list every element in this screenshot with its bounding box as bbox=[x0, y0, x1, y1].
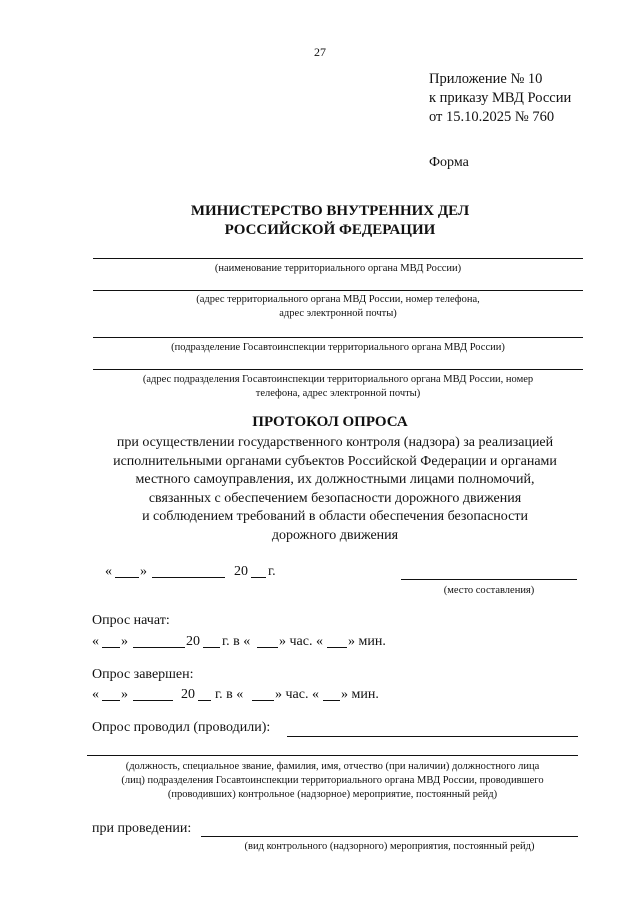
subdivision-address-line[interactable] bbox=[93, 369, 583, 370]
start-close-quote: » bbox=[121, 634, 128, 649]
during-line[interactable] bbox=[201, 836, 578, 837]
conducted-by-line-2[interactable] bbox=[87, 755, 578, 756]
ministry-line-2: РОССИЙСКОЙ ФЕДЕРАЦИИ bbox=[224, 222, 436, 238]
org-address-caption-1: (адрес территориального органа МВД России, номер телефона, bbox=[196, 294, 480, 305]
conducted-by-line[interactable] bbox=[287, 736, 578, 737]
date-year-suffix: г. bbox=[268, 564, 276, 579]
end-g-v: г. в « bbox=[215, 687, 244, 702]
end-day-blank[interactable] bbox=[102, 700, 120, 701]
date-month-blank[interactable] bbox=[152, 577, 225, 578]
start-year-blank[interactable] bbox=[203, 647, 220, 648]
start-day-blank[interactable] bbox=[102, 647, 120, 648]
subdivision-address-caption-2: телефона, адрес электронной почты) bbox=[255, 388, 421, 399]
protocol-subtitle bbox=[0, 434, 640, 546]
start-g-v: г. в « bbox=[222, 634, 251, 649]
appendix-line-2: к приказу МВД России bbox=[429, 90, 572, 106]
during-label: при проведении: bbox=[92, 821, 192, 836]
start-hour: » час. « bbox=[279, 634, 323, 649]
end-close-quote: » bbox=[121, 687, 128, 702]
date-year-prefix: 20 bbox=[234, 564, 248, 579]
end-label: Опрос завершен: bbox=[92, 667, 194, 682]
protocol-line: связанных с обеспечением безопасности дорожного движения bbox=[148, 490, 522, 506]
org-address-caption-2: адрес электронной почты) bbox=[279, 308, 397, 319]
event-type-caption: (вид контрольного (надзорного) мероприятия, постоянный рейд) bbox=[244, 841, 535, 852]
end-minute: » мин. bbox=[341, 687, 379, 702]
org-name-line[interactable] bbox=[93, 258, 583, 259]
end-month-blank[interactable] bbox=[133, 700, 173, 701]
start-minute-blank[interactable] bbox=[327, 647, 347, 648]
page-number: 27 bbox=[314, 45, 326, 59]
start-month-blank[interactable] bbox=[133, 647, 185, 648]
end-year-prefix: 20 bbox=[181, 687, 195, 702]
appendix-line-3: от 15.10.2025 № 760 bbox=[429, 109, 555, 125]
date-close-quote: » bbox=[140, 564, 147, 579]
end-open-quote: « bbox=[92, 687, 99, 702]
subdivision-line[interactable] bbox=[93, 337, 583, 338]
date-day-blank[interactable] bbox=[115, 577, 139, 578]
conductor-caption-1: (должность, специальное звание, фамилия, имя, отчество (при наличии) должностного лица bbox=[125, 761, 540, 772]
protocol-title: ПРОТОКОЛ ОПРОСА bbox=[252, 414, 408, 430]
end-minute-blank[interactable] bbox=[323, 700, 340, 701]
start-minute: » мин. bbox=[348, 634, 386, 649]
org-address-line[interactable] bbox=[93, 290, 583, 291]
conductor-caption-2: (лиц) подразделения Госавтоинспекции территориального органа МВД России, проводившего bbox=[121, 775, 544, 786]
appendix-block bbox=[429, 70, 571, 127]
protocol-line: дорожного движения bbox=[271, 527, 399, 543]
end-hour-blank[interactable] bbox=[252, 700, 274, 701]
subdivision-caption: (подразделение Госавтоинспекции территориального органа МВД России) bbox=[171, 342, 505, 353]
protocol-line: при осуществлении государственного контроля (надзора) за реализацией bbox=[116, 435, 554, 450]
conducted-by-label: Опрос проводил (проводили): bbox=[92, 720, 271, 735]
place-line[interactable] bbox=[401, 579, 577, 580]
ministry-header bbox=[0, 202, 640, 240]
end-hour: » час. « bbox=[275, 687, 319, 702]
protocol-line: исполнительными органами субъектов Российской Федерации и органами bbox=[113, 453, 557, 469]
start-year-prefix: 20 bbox=[186, 634, 200, 649]
date-year-blank[interactable] bbox=[251, 577, 266, 578]
ministry-line-1: МИНИСТЕРСТВО ВНУТРЕННИХ ДЕЛ bbox=[190, 203, 470, 219]
form-label: Форма bbox=[429, 155, 469, 170]
place-caption: (место составления) bbox=[443, 585, 535, 596]
appendix-line-1: Приложение № 10 bbox=[429, 71, 543, 87]
end-year-blank[interactable] bbox=[198, 700, 211, 701]
start-label: Опрос начат: bbox=[92, 613, 170, 628]
conductor-caption-3: (проводивших) контрольное (надзорное) мероприятие, постоянный рейд) bbox=[167, 789, 498, 800]
protocol-line: местного самоуправления, их должностными лицами полномочий, bbox=[135, 472, 535, 488]
start-hour-blank[interactable] bbox=[257, 647, 278, 648]
date-open-quote: « bbox=[105, 564, 112, 579]
protocol-line: и соблюдением требований в области обеспечения безопасности bbox=[142, 509, 528, 525]
start-open-quote: « bbox=[92, 634, 99, 649]
subdivision-address-caption-1: (адрес подразделения Госавтоинспекции территориального органа МВД России, номер bbox=[142, 374, 534, 385]
org-name-caption: (наименование территориального органа МВД России) bbox=[214, 263, 462, 274]
